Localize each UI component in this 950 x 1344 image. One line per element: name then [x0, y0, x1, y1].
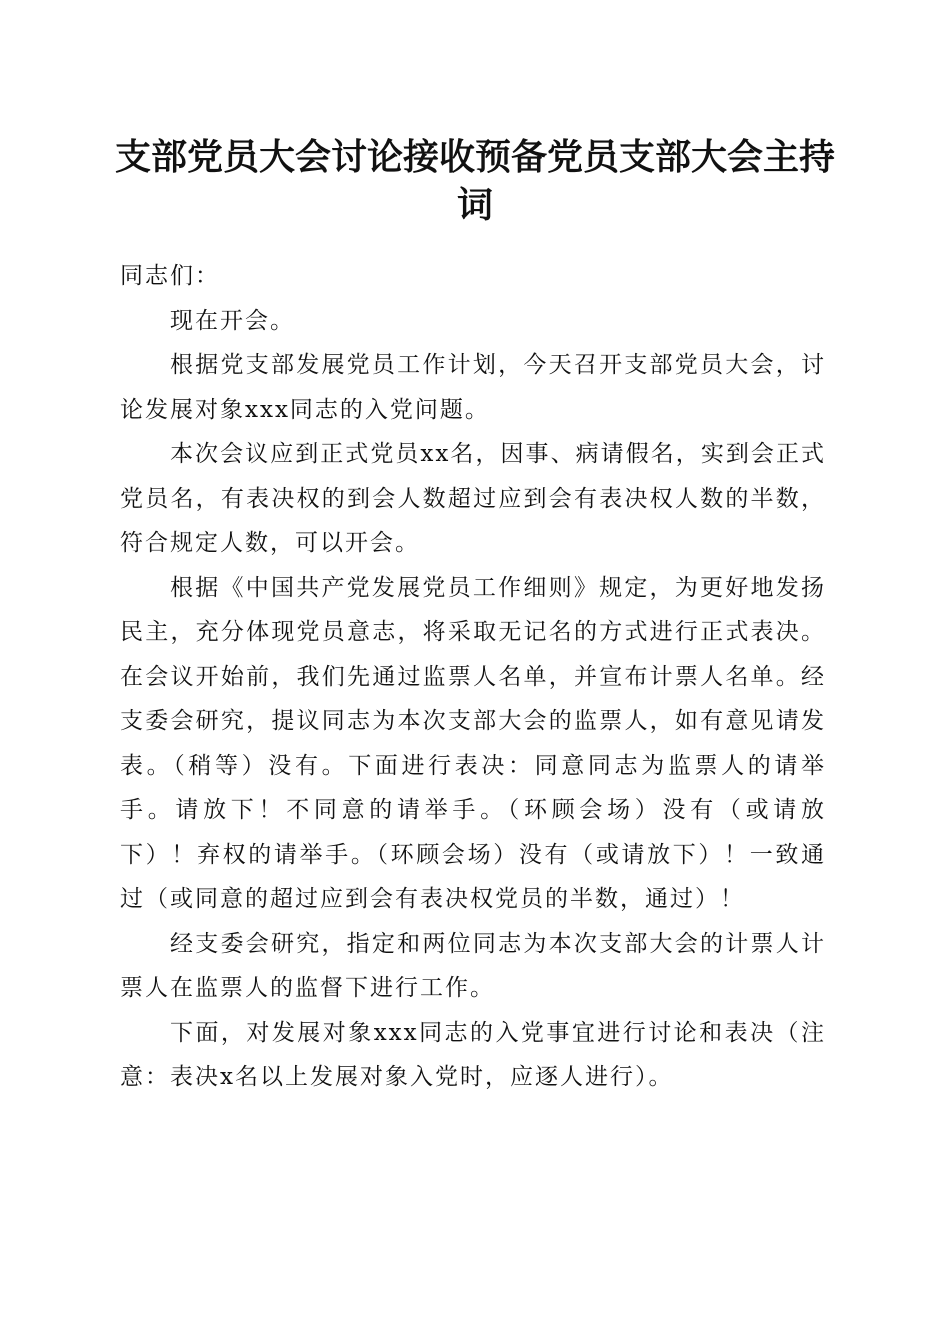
document-body [120, 254, 826, 1100]
paragraph-1: 现在开会。 [170, 307, 295, 334]
paragraph-3: 本次会议应到正式党员xx名，因事、病请假名，实到会正式党员名，有表决权的到会人数超过应到会有表决权人数的半数，符合规定人数，可以开会。 [120, 441, 826, 556]
paragraph-4: 根据《中国共产党发展党员工作细则》规定，为更好地发扬民主，充分体现党员意志，将采取无记名的方式进行正式表决。在会议开始前，我们先通过监票人名单，并宣布计票人名单。经支委会研究，提议同志为本次支部大会的监票人，如有意见请发表。（稍等）没有。下面进行表决：同意同志为监票人的请举手。请放下！不同意的请举手。（环顾会场）没有（或请放下）！弃权的请举手。（环顾会场）没有（或请放下）！一致通过（或同意的超过应到会有表决权党员的半数，通过）！ [120, 574, 826, 912]
paragraph-6: 下面，对发展对象xxx同志的入党事宜进行讨论和表决（注意：表决x名以上发展对象入党时，应逐人进行）。 [120, 1019, 826, 1090]
paragraph-5: 经支委会研究，指定和两位同志为本次支部大会的计票人计票人在监票人的监督下进行工作。 [120, 930, 826, 1001]
document-title: 支部党员大会讨论接收预备党员支部大会主持词 [114, 136, 835, 226]
paragraph-2: 根据党支部发展党员工作计划，今天召开支部党员大会，讨论发展对象xxx同志的入党问题。 [120, 352, 826, 423]
greeting: 同志们： [120, 263, 220, 289]
